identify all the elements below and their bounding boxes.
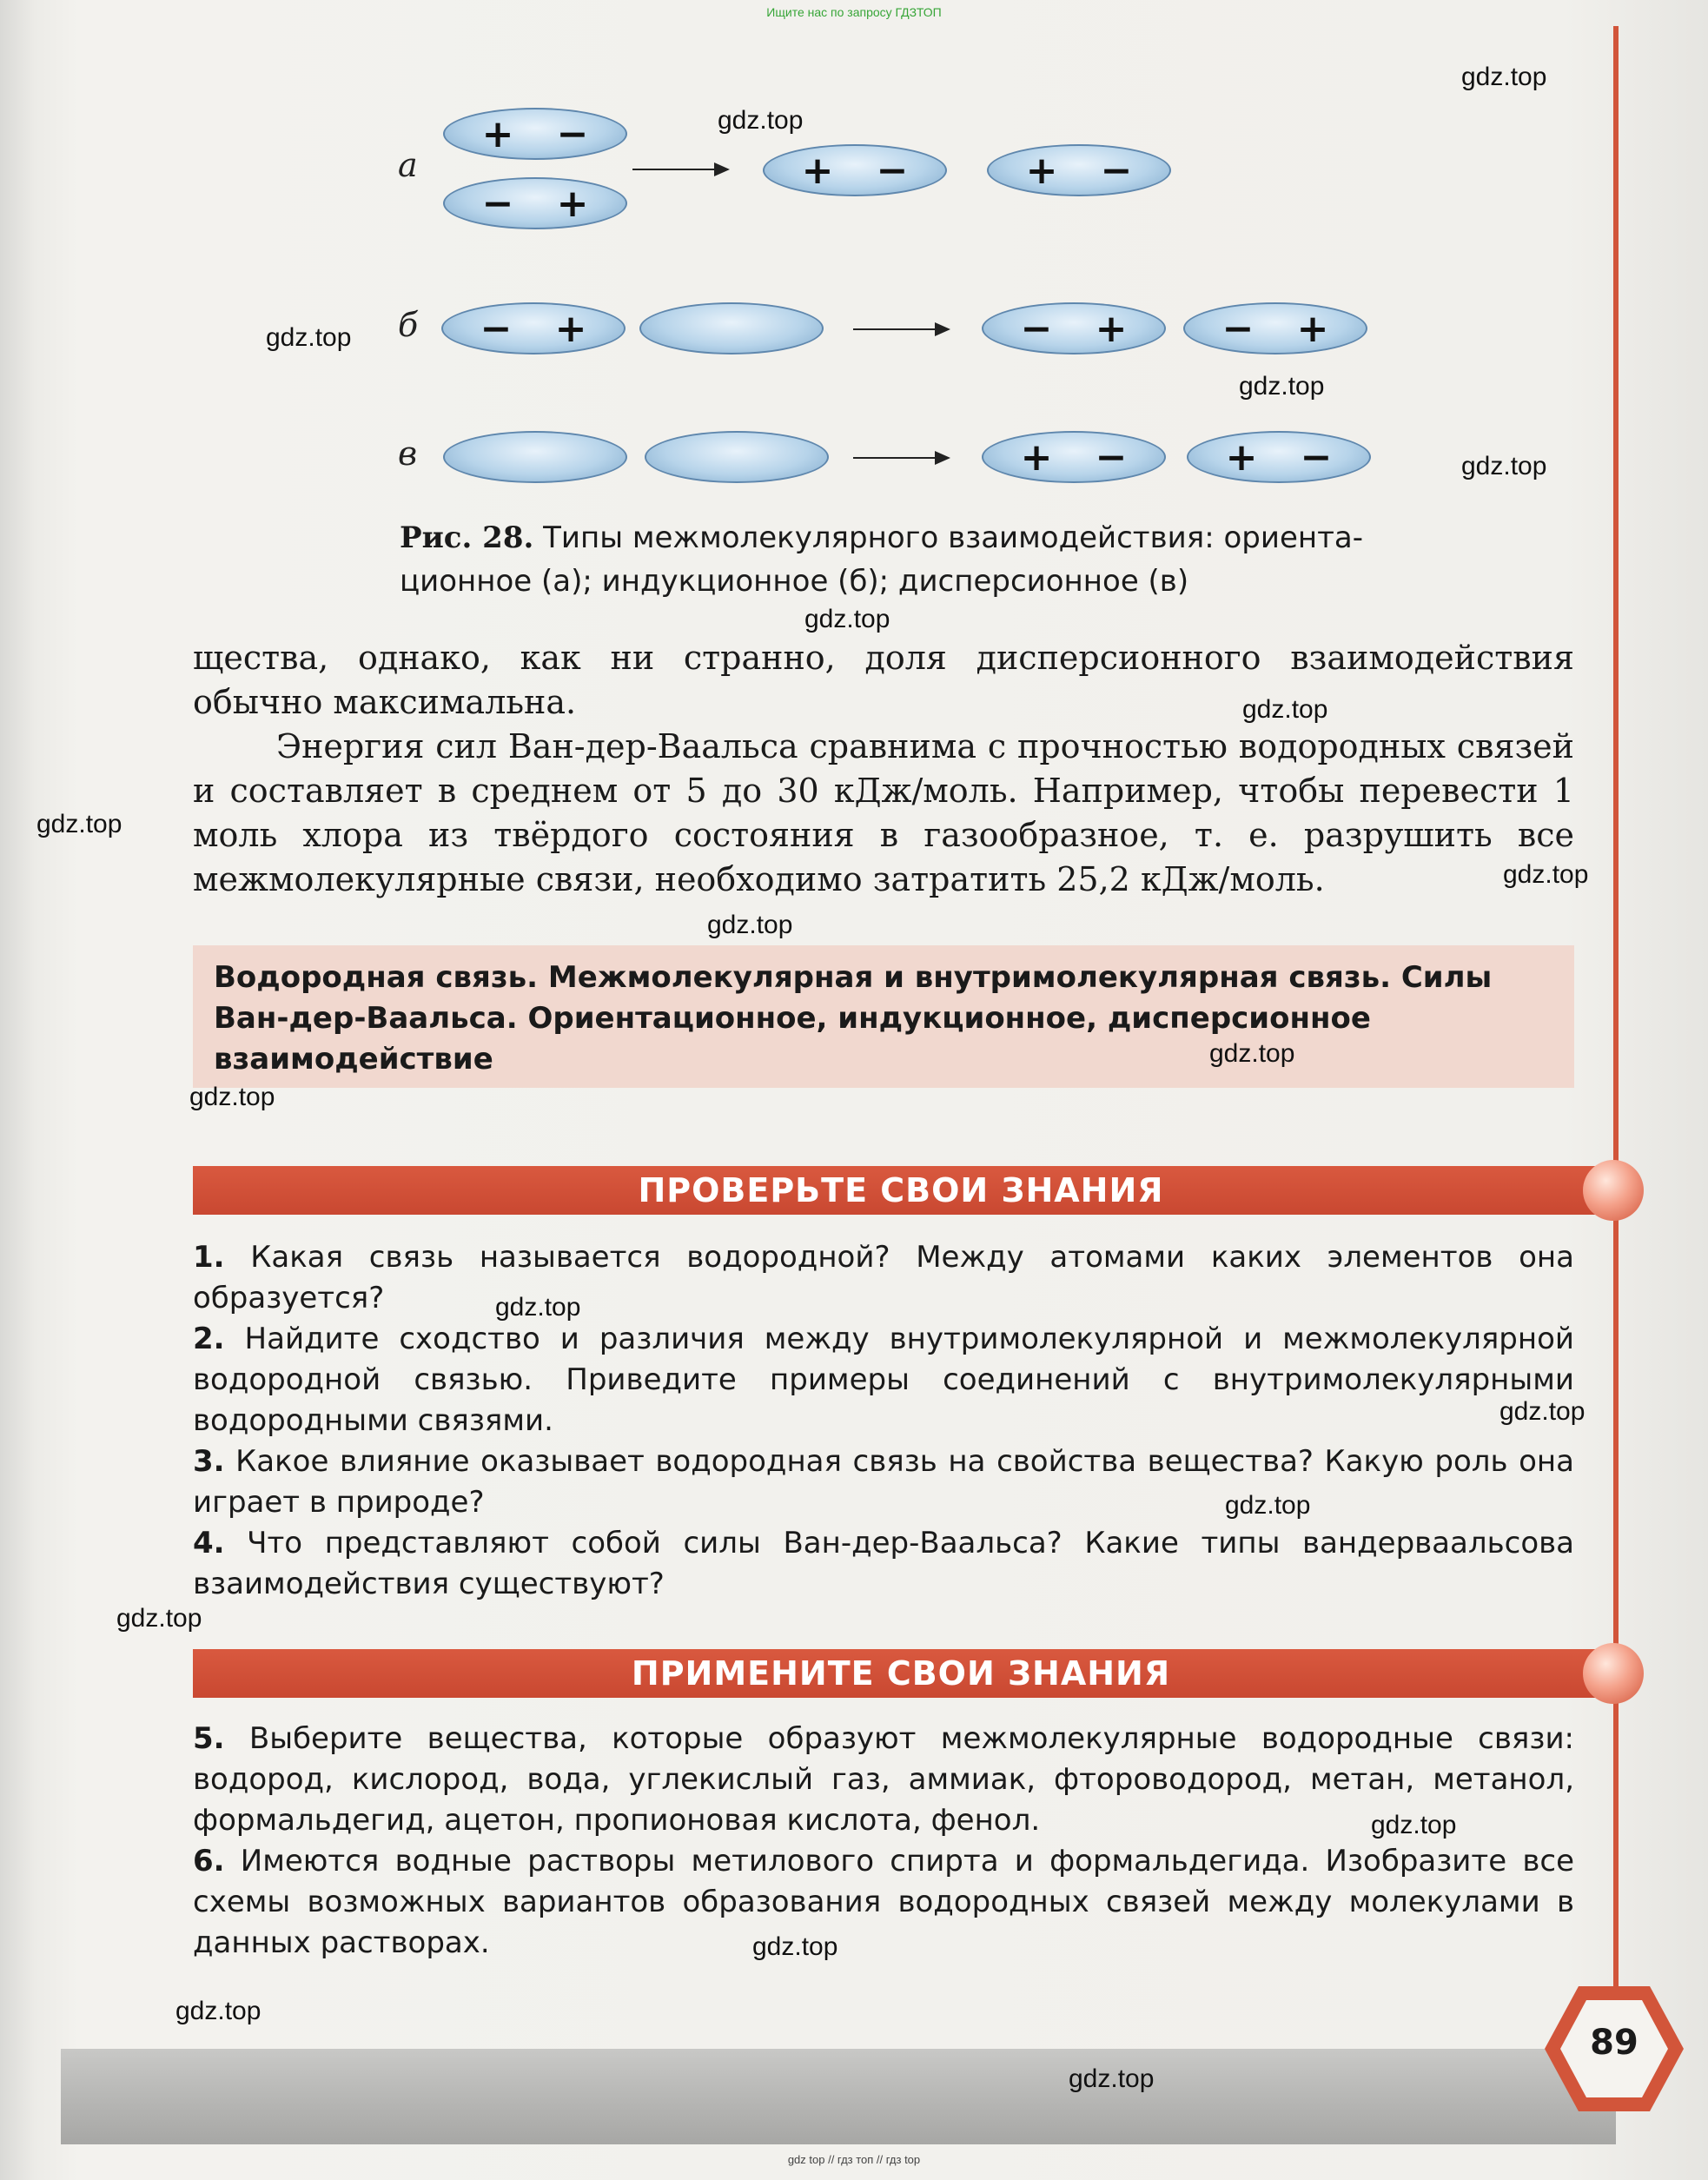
banner-ball-icon xyxy=(1583,1643,1644,1704)
question-number: 3. xyxy=(193,1444,225,1479)
plus-sign: + xyxy=(554,306,587,351)
watermark: gdz.top xyxy=(175,1997,261,2025)
watermark: gdz.top xyxy=(1239,372,1325,401)
plus-sign: + xyxy=(1095,306,1128,351)
footer-bar xyxy=(61,2049,1616,2144)
question-text: Найдите сходство и различия между внутримолекулярной и межмолекулярной водородной связью. Приведите примеры соединений с внутримолекулярными водородными связями. xyxy=(193,1322,1574,1438)
question-6 xyxy=(193,1841,1574,1964)
minus-sign: − xyxy=(480,306,513,351)
question-number: 1. xyxy=(193,1240,225,1275)
molecule-dipole xyxy=(1187,431,1371,483)
watermark: gdz.top xyxy=(1371,1811,1457,1839)
arrow xyxy=(632,169,728,170)
plus-sign: + xyxy=(1296,306,1329,351)
watermark: gdz.top xyxy=(752,1932,838,1961)
banner-ball-icon xyxy=(1583,1160,1644,1221)
question-text: Что представляют собой силы Ван-дер-Ваальса? Какие типы вандерваальсова взаимодействия существуют? xyxy=(193,1526,1574,1601)
molecule-dipole xyxy=(441,302,626,354)
watermark: gdz.top xyxy=(266,323,352,352)
watermark: gdz.top xyxy=(189,1083,275,1111)
minus-sign: − xyxy=(1095,434,1128,480)
watermark: gdz.top xyxy=(116,1604,202,1633)
figure-letter-v: в xyxy=(398,434,418,473)
question-number: 5. xyxy=(193,1721,225,1756)
paragraph-1: щества, однако, как ни странно, доля дисперсионного взаимодействия обычно максимальна. xyxy=(193,639,1574,721)
margin-line xyxy=(1613,26,1619,2042)
minus-sign: − xyxy=(1020,306,1053,351)
plus-sign: + xyxy=(1020,434,1053,480)
watermark: gdz.top xyxy=(718,106,804,135)
footer-note[interactable]: gdz top // гдз топ // гдз top xyxy=(787,2153,921,2166)
molecule-dipole xyxy=(1183,302,1367,354)
figure-letter-b: б xyxy=(398,306,419,344)
plus-sign: + xyxy=(481,111,514,156)
figure-letter-a: а xyxy=(398,146,418,184)
watermark: gdz.top xyxy=(707,911,793,939)
minus-sign: − xyxy=(1221,306,1255,351)
molecule-dipole xyxy=(763,144,947,196)
figure-caption-text: Типы межмолекулярного взаимодействия: ориента-ционное (а); индукционное (б); дисперсионное (в) xyxy=(400,520,1364,599)
watermark: gdz.top xyxy=(1499,1397,1586,1426)
watermark: gdz.top xyxy=(804,605,890,633)
plus-sign: + xyxy=(1025,148,1058,193)
paragraph-2: Энергия сил Ван-дер-Ваальса сравнима с прочностью водородных связей и составляет в среднем от 5 до 30 кДж/моль. Например, чтобы перевести 1 моль хлора из твёрдого состояния в газообразное, т. е. разрушить все межмолекулярные связи, необходимо затратить 25,2 кДж/моль. xyxy=(193,727,1574,898)
molecule-dipole xyxy=(982,302,1166,354)
question-text: Имеются водные растворы метилового спирта и формальдегида. Изобразите все схемы возможных вариантов образования водородных связей между молекулами в данных растворах. xyxy=(193,1844,1574,1960)
watermark: gdz.top xyxy=(1461,63,1547,91)
question-text: Выберите вещества, которые образуют межмолекулярные водородные связи: водород, кислород, вода, углекислый газ, аммиак, фтороводород, метан, метанол, формальдегид, ацетон, пропионовая кислота, фенол. xyxy=(193,1721,1574,1838)
molecule-dipole xyxy=(443,108,627,160)
figure-caption-label: Рис. 28. xyxy=(400,520,534,555)
question-4 xyxy=(193,1523,1574,1605)
watermark: gdz.top xyxy=(1069,2064,1155,2093)
watermark: gdz.top xyxy=(1209,1039,1295,1068)
question-2 xyxy=(193,1319,1574,1441)
watermark: gdz.top xyxy=(495,1293,581,1322)
question-1 xyxy=(193,1237,1574,1319)
question-number: 6. xyxy=(193,1844,225,1879)
question-number: 4. xyxy=(193,1526,225,1560)
check-knowledge-banner: ПРОВЕРЬТЕ СВОИ ЗНАНИЯ xyxy=(193,1166,1609,1215)
watermark: gdz.top xyxy=(1225,1491,1311,1520)
question-text: Какое влияние оказывает водородная связь на свойства вещества? Какую роль она играет в природе? xyxy=(193,1444,1574,1520)
molecule-dipole xyxy=(987,144,1171,196)
molecule-dipole xyxy=(982,431,1166,483)
keywords-box xyxy=(193,945,1574,1088)
keywords-text: Водородная связь. Межмолекулярная и внутримолекулярная связь. Силы Ван-дер-Ваальса. Ориентационное, индукционное, дисперсионное взаимодействие xyxy=(214,960,1493,1077)
question-5 xyxy=(193,1719,1574,1841)
minus-sign: − xyxy=(556,111,589,156)
watermark: gdz.top xyxy=(1461,452,1547,480)
plus-sign: + xyxy=(801,148,834,193)
arrow xyxy=(853,457,949,459)
minus-sign: − xyxy=(481,181,514,226)
minus-sign: − xyxy=(1100,148,1133,193)
plus-sign: + xyxy=(556,181,589,226)
page-number: 89 xyxy=(1590,2023,1638,2063)
watermark: gdz.top xyxy=(36,810,122,838)
header-note[interactable]: Ищите нас по запросу ГДЗТОП xyxy=(766,5,942,19)
question-3 xyxy=(193,1441,1574,1523)
watermark: gdz.top xyxy=(1503,860,1589,889)
question-number: 2. xyxy=(193,1322,225,1356)
plus-sign: + xyxy=(1225,434,1258,480)
molecule-nonpolar xyxy=(645,431,829,483)
minus-sign: − xyxy=(1300,434,1333,480)
molecule-nonpolar xyxy=(443,431,627,483)
molecule-dipole xyxy=(443,177,627,229)
question-text: Какая связь называется водородной? Между атомами каких элементов она образуется? xyxy=(193,1240,1574,1315)
minus-sign: − xyxy=(876,148,909,193)
arrow xyxy=(853,328,949,330)
apply-knowledge-banner: ПРИМЕНИТЕ СВОИ ЗНАНИЯ xyxy=(193,1649,1609,1698)
watermark: gdz.top xyxy=(1242,695,1328,724)
molecule-nonpolar xyxy=(639,302,824,354)
figure-caption xyxy=(400,516,1407,603)
